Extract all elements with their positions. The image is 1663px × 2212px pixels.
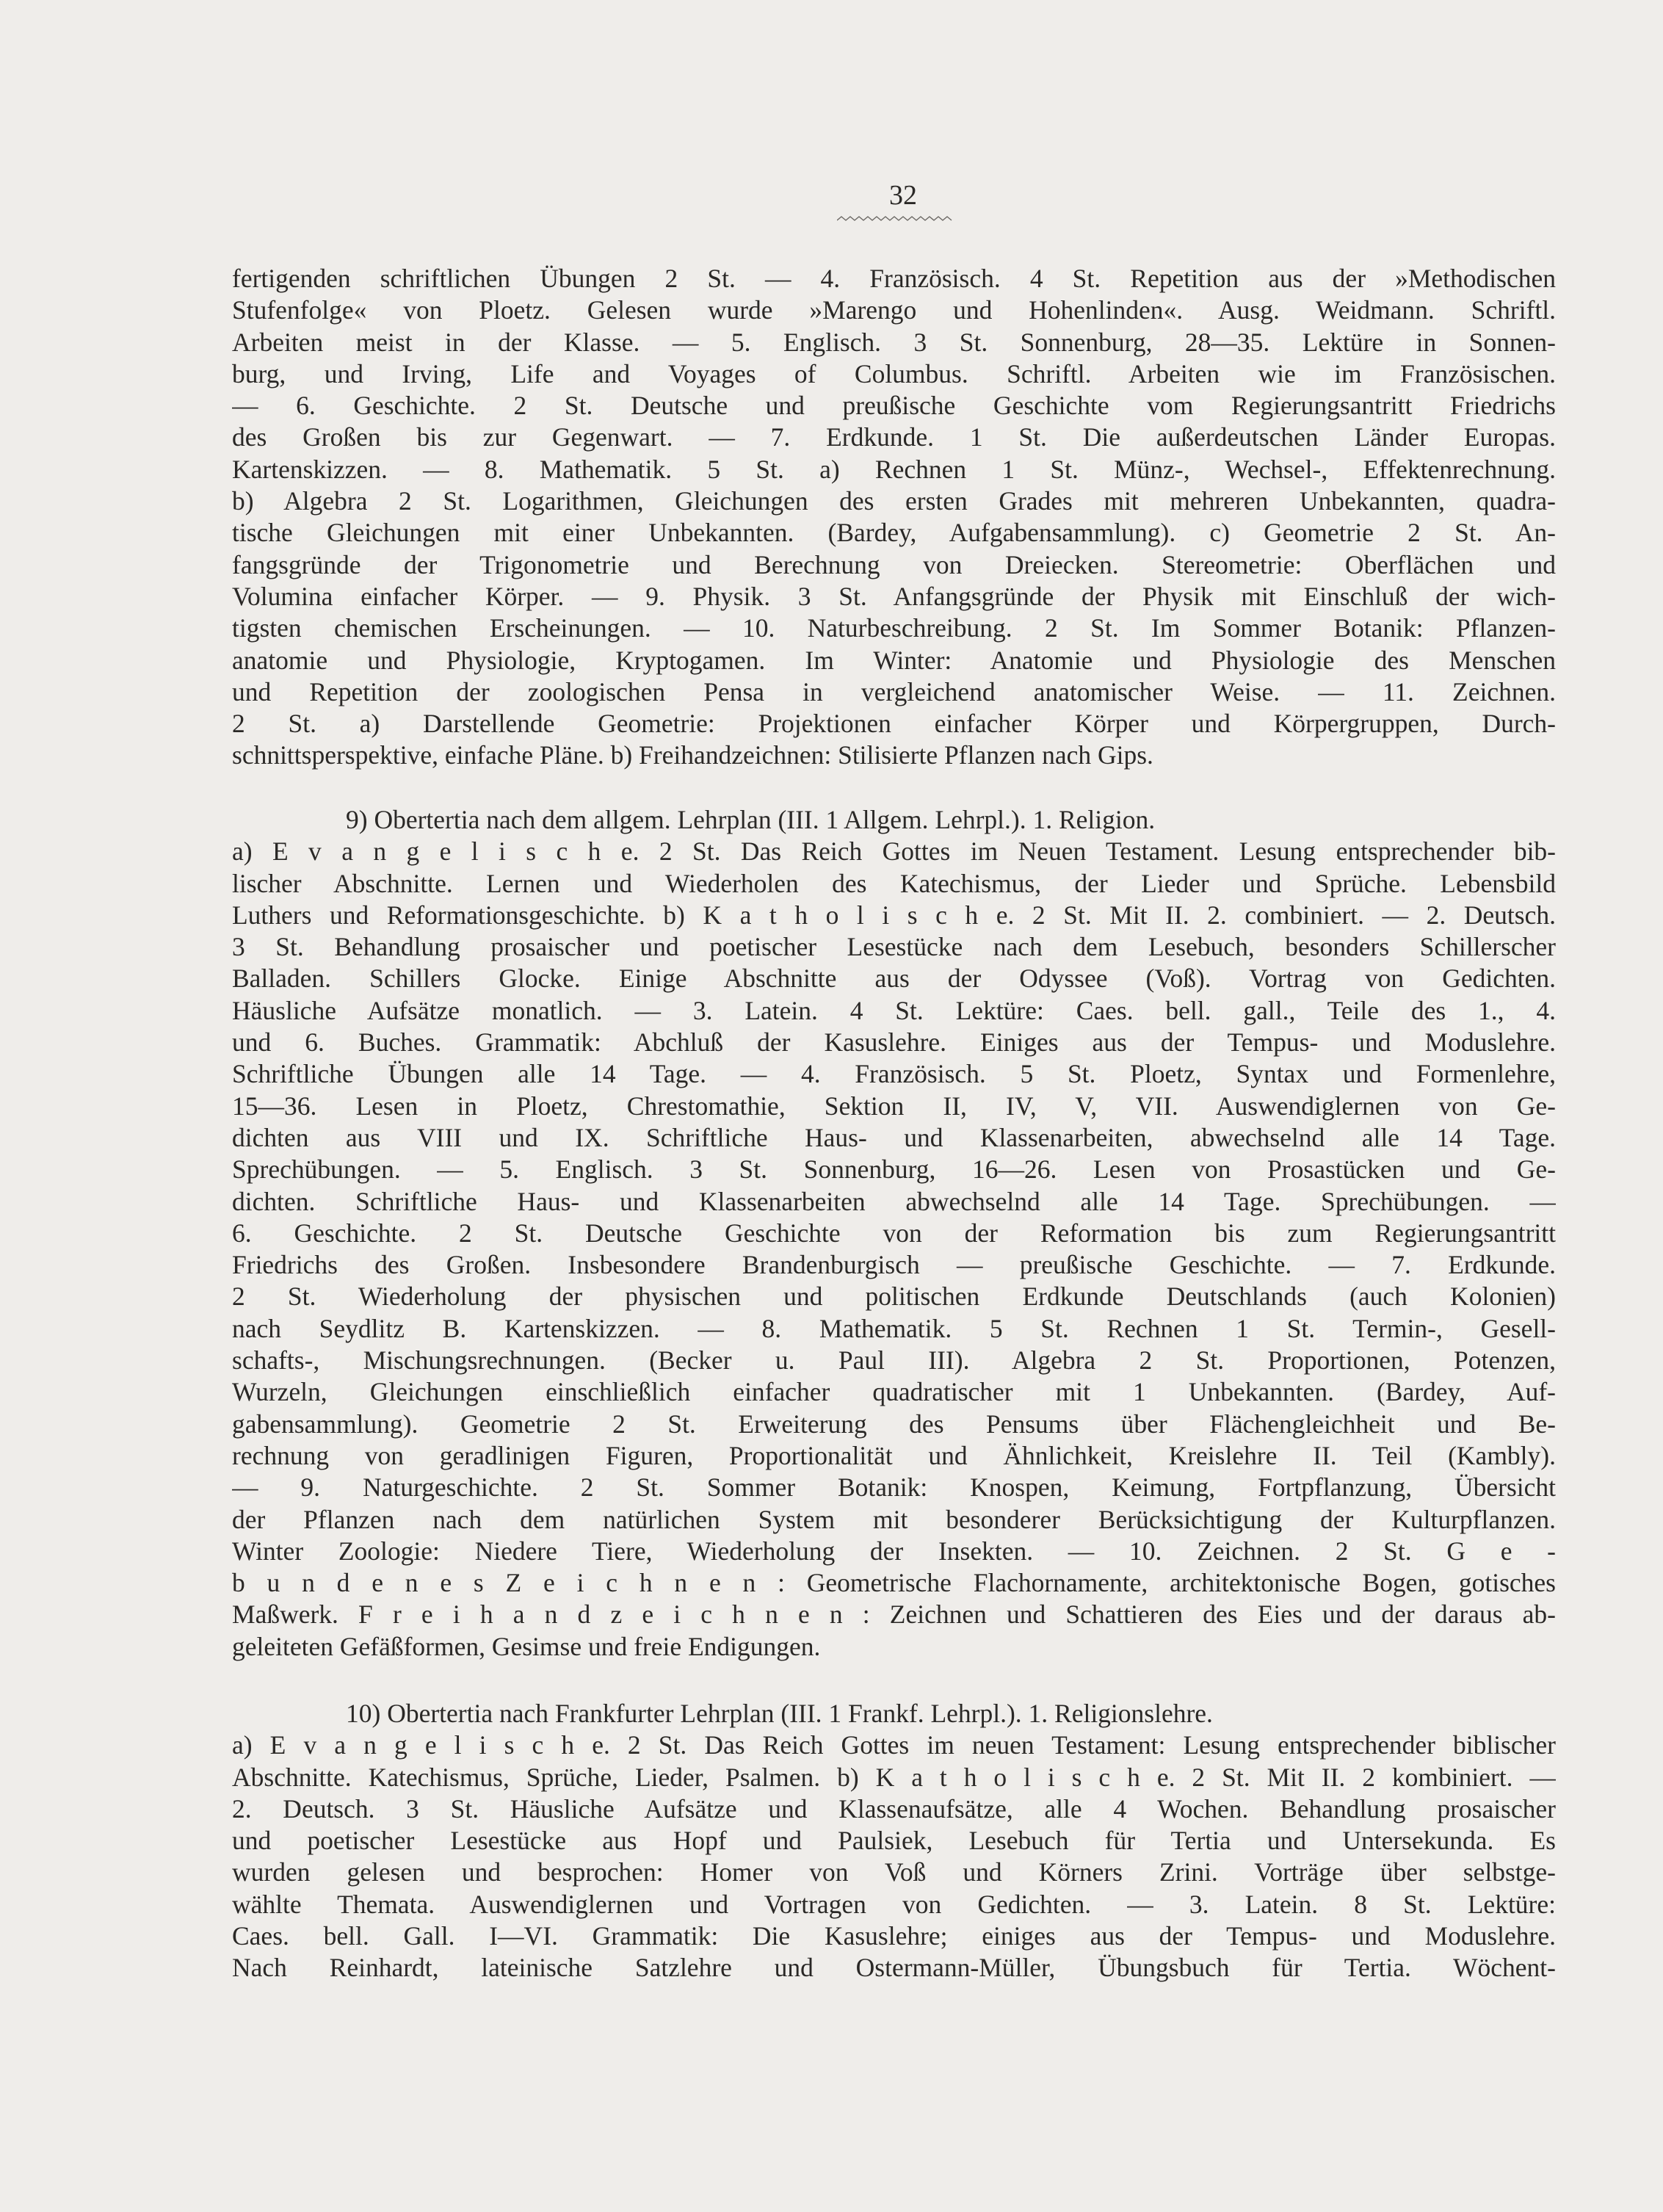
text-line: tigsten chemischen Erscheinungen. — 10. Naturbeschreibung. 2 St. Im Sommer Botanik: Pflanzen- — [232, 613, 1556, 643]
page-number: 32 — [889, 180, 917, 211]
text-line: b u n d e n e s Z e i c h n e n : Geometrische Flachornamente, architektonische Bogen, gotisches — [232, 1568, 1556, 1598]
text-line: 2 St. a) Darstellende Geometrie: Projektionen einfacher Körper und Körpergruppen, Durch- — [232, 709, 1556, 739]
text-line: anatomie und Physiologie, Kryptogamen. Im Winter: Anatomie und Physiologie des Menschen — [232, 645, 1556, 675]
text-line: gabensammlung). Geometrie 2 St. Erweiterung des Pensums über Flächengleichheit und Be- — [232, 1409, 1556, 1439]
text-line: und Repetition der zoologischen Pensa in vergleichend anatomischer Weise. — 11. Zeichnen. — [232, 676, 1556, 706]
paragraph-obertertia-allgemein — [232, 804, 1556, 1663]
text-line: Abschnitte. Katechismus, Sprüche, Lieder, Psalmen. b) K a t h o l i s c h e. 2 St. Mit II. 2 kombiniert. — — [232, 1762, 1556, 1792]
text-line: geleiteten Gefäßformen, Gesimse und freie Endigungen. — [232, 1631, 821, 1661]
text-line: schnittsperspektive, einfache Pläne. b) Freihandzeichnen: Stilisierte Pflanzen nach Gips. — [232, 740, 1153, 770]
text-line: Wurzeln, Gleichungen einschließlich einfacher quadratischer mit 1 Unbekannten. (Bardey, Auf- — [232, 1377, 1556, 1407]
text-line: Winter Zoologie: Niedere Tiere, Wiederholung der Insekten. — 10. Zeichnen. 2 St. G e - — [232, 1536, 1556, 1566]
text-line: fangsgründe der Trigonometrie und Berechnung von Dreiecken. Stereometrie: Oberflächen und — [232, 549, 1556, 579]
text-line: wählte Themata. Auswendiglernen und Vortragen von Gedichten. — 3. Latein. 8 St. Lektüre: — [232, 1889, 1556, 1919]
text-line: Balladen. Schillers Glocke. Einige Abschnitte aus der Odyssee (Voß). Vortrag von Gedichten. — [232, 964, 1556, 994]
text-line: Volumina einfacher Körper. — 9. Physik. 3 St. Anfangsgründe der Physik mit Einschluß der wich- — [232, 581, 1556, 611]
text-line: und poetischer Lesestücke aus Hopf und Paulsiek, Lesebuch für Tertia und Untersekunda. Es — [232, 1826, 1556, 1856]
text-line: 2 St. Wiederholung der physischen und politischen Erdkunde Deutschlands (auch Kolonien) — [232, 1282, 1556, 1312]
paragraph-continuation — [232, 263, 1556, 772]
text-line: 2. Deutsch. 3 St. Häusliche Aufsätze und Klassenaufsätze, alle 4 Wochen. Behandlung prosaischer — [232, 1793, 1556, 1824]
text-line: b) Algebra 2 St. Logarithmen, Gleichungen des ersten Grades mit mehreren Unbekannten, quadra- — [232, 486, 1556, 516]
text-line: nach Seydlitz B. Kartenskizzen. — 8. Mathematik. 5 St. Rechnen 1 St. Termin-, Gesell- — [232, 1313, 1556, 1343]
text-line: Arbeiten meist in der Klasse. — 5. Englisch. 3 St. Sonnenburg, 28—35. Lektüre in Sonnen- — [232, 327, 1556, 357]
text-line: fertigenden schriftlichen Übungen 2 St. — 4. Französisch. 4 St. Repetition aus der »Methodischen — [232, 264, 1556, 293]
text-line: Sprechübungen. — 5. Englisch. 3 St. Sonnenburg, 16—26. Lesen von Prosastücken und Ge- — [232, 1154, 1556, 1185]
text-line: Nach Reinhardt, lateinische Satzlehre und Ostermann-Müller, Übungsbuch für Tertia. Wöchent- — [232, 1953, 1556, 1983]
text-line: — 6. Geschichte. 2 St. Deutsche und preußische Geschichte vom Regierungsantritt Friedrichs — [232, 391, 1556, 421]
paragraph-obertertia-frankfurt — [232, 1698, 1556, 1984]
text-line: 3 St. Behandlung prosaischer und poetischer Lesestücke nach dem Lesebuch, besonders Schillerscher — [232, 932, 1556, 962]
text-line: Luthers und Reformationsgeschichte. b) K a t h o l i s c h e. 2 St. Mit II. 2. combiniert. — 2. Deutsch. — [232, 900, 1556, 930]
text-line: Häusliche Aufsätze monatlich. — 3. Latein. 4 St. Lektüre: Caes. bell. gall., Teile des 1., 4. — [232, 995, 1556, 1025]
text-line: 9) Obertertia nach dem allgem. Lehrplan (III. 1 Allgem. Lehrpl.). 1. Religion. — [346, 805, 1156, 834]
text-line: lischer Abschnitte. Lernen und Wiederholen des Katechismus, der Lieder und Sprüche. Lebensbild — [232, 868, 1556, 898]
text-line: Schriftliche Übungen alle 14 Tage. — 4. Französisch. 5 St. Ploetz, Syntax und Formenlehre, — [232, 1059, 1556, 1089]
text-line: schafts-, Mischungsrechnungen. (Becker u. Paul III). Algebra 2 St. Proportionen, Potenzen, — [232, 1345, 1556, 1376]
text-line: burg, und Irving, Life and Voyages of Columbus. Schriftl. Arbeiten wie im Französischen. — [232, 358, 1556, 388]
text-line: 6. Geschichte. 2 St. Deutsche Geschichte von der Reformation bis zum Regierungsantritt — [232, 1218, 1556, 1248]
text-line: dichten aus VIII und IX. Schriftliche Haus- und Klassenarbeiten, abwechselnd alle 14 Tage. — [232, 1122, 1556, 1152]
text-line: des Großen bis zur Gegenwart. — 7. Erdkunde. 1 St. Die außerdeutschen Länder Europas. — [232, 422, 1556, 452]
text-line: dichten. Schriftliche Haus- und Klassenarbeiten abwechselnd alle 14 Tage. Sprechübungen. — — [232, 1186, 1556, 1216]
text-line: und 6. Buches. Grammatik: Abchluß der Kasuslehre. Einiges aus der Tempus- und Moduslehre. — [232, 1027, 1556, 1058]
text-line: a) E v a n g e l i s c h e. 2 St. Das Reich Gottes im neuen Testament: Lesung entsprechender biblischer — [232, 1730, 1556, 1760]
text-line: wurden gelesen und besprochen: Homer von Voß und Körners Zrini. Vorträge über selbstge- — [232, 1857, 1556, 1887]
text-line: Friedrichs des Großen. Insbesondere Brandenburgisch — preußische Geschichte. — 7. Erdkunde. — [232, 1250, 1556, 1280]
text-line: der Pflanzen nach dem natürlichen System mit besonderer Berücksichtigung der Kulturpflanzen. — [232, 1504, 1556, 1534]
text-line: Caes. bell. Gall. I—VI. Grammatik: Die Kasuslehre; einiges aus der Tempus- und Moduslehre. — [232, 1921, 1556, 1951]
text-line: — 9. Naturgeschichte. 2 St. Sommer Botanik: Knospen, Keimung, Fortpflanzung, Übersicht — [232, 1472, 1556, 1503]
text-line: tische Gleichungen mit einer Unbekannten. (Bardey, Aufgabensammlung). c) Geometrie 2 St. An- — [232, 518, 1556, 548]
page-number-ornament-icon — [837, 214, 954, 223]
text-line: a) E v a n g e l i s c h e. 2 St. Das Reich Gottes im Neuen Testament. Lesung entsprechender bib- — [232, 836, 1556, 867]
text-line: rechnung von geradlinigen Figuren, Proportionalität und Ähnlichkeit, Kreislehre II. Teil (Kambly). — [232, 1440, 1556, 1470]
text-line: Kartenskizzen. — 8. Mathematik. 5 St. a) Rechnen 1 St. Münz-, Wechsel-, Effektenrechnung. — [232, 454, 1556, 484]
text-line: Stufenfolge« von Ploetz. Gelesen wurde »Marengo und Hohenlinden«. Ausg. Weidmann. Schriftl. — [232, 295, 1556, 325]
text-line: 10) Obertertia nach Frankfurter Lehrplan (III. 1 Frankf. Lehrpl.). 1. Religionslehre. — [346, 1699, 1213, 1728]
text-line: Maßwerk. F r e i h a n d z e i c h n e n : Zeichnen und Schattieren des Eies und der daraus ab- — [232, 1600, 1556, 1630]
text-line: 15—36. Lesen in Ploetz, Chrestomathie, Sektion II, IV, V, VII. Auswendiglernen von Ge- — [232, 1091, 1556, 1121]
